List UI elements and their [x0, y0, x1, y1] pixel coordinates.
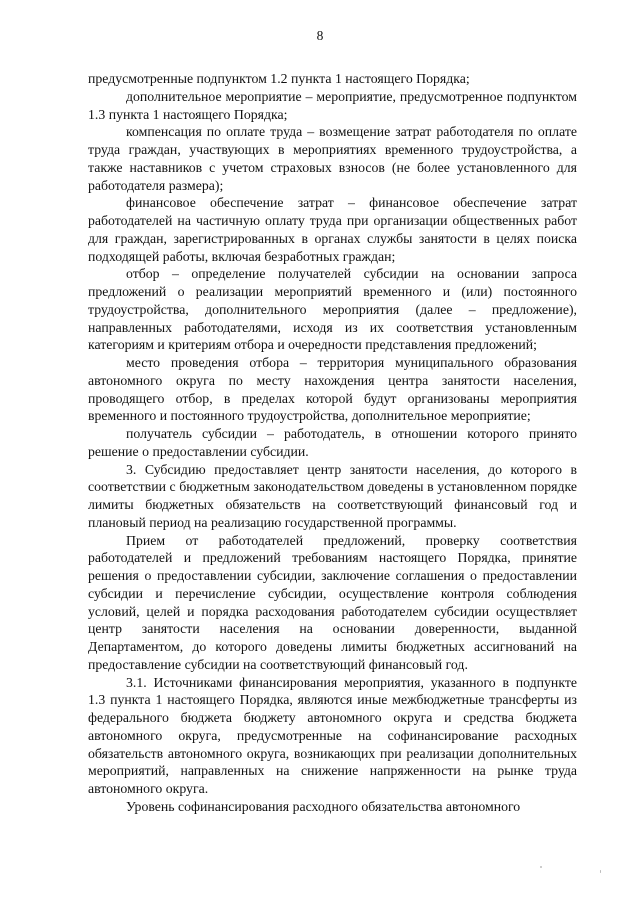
paragraph: финансовое обеспечение затрат – финансовое обеспечение затрат работодателей на частичную оплату труда при организации общественных работ для граждан, зарегистрированных в органах службы занятости в целях поиска подходящей работы, включая безработных граждан;	[88, 195, 577, 264]
document-body	[88, 70, 577, 816]
paragraph: предусмотренные подпунктом 1.2 пункта 1 настоящего Порядка;	[88, 71, 470, 86]
page-number: 8	[316, 28, 324, 43]
paragraph: компенсация по оплате труда – возмещение затрат работодателя по оплате труда граждан, участвующих в мероприятиях временного трудоустройства, а также наставников с учетом страховых взносов (не более установленного для работодателя размера);	[88, 124, 577, 193]
paragraph: место проведения отбора – территория муниципального образования автономного округа по месту нахождения центра занятости населения, проводящего отбор, в пределах которой будут организованы мероприятия временного и постоянного трудоустройства, дополнительное мероприятие;	[88, 355, 577, 424]
scan-speck	[540, 866, 542, 868]
paragraph: дополнительное мероприятие – мероприятие, предусмотренное подпунктом 1.3 пункта 1 настоящего Порядка;	[88, 88, 577, 122]
paragraph: получатель субсидии – работодатель, в отношении которого принято решение о предоставлении субсидии.	[88, 426, 577, 459]
paragraph: отбор – определение получателей субсидии на основании запроса предложений о реализации мероприятий временного и (или) постоянного трудоустройства, дополнительного мероприятия (далее – предложение), направленных работодателями, исходя из их соответствия установленным категориям и критериям отбора и очередности представления предложений;	[88, 266, 577, 353]
paragraph: 3. Субсидию предоставляет центр занятости населения, до которого в соответствии с бюджетным законодательством доведены в установленном порядке лимиты бюджетных обязательств на соответствующий финансовый год и плановый период на реализацию государственной программы.	[88, 461, 577, 530]
scan-speck	[600, 870, 601, 873]
paragraph: Уровень софинансирования расходного обязательства автономного	[126, 798, 521, 814]
paragraph: 3.1. Источниками финансирования мероприятия, указанного в подпункте 1.3 пункта 1 настоящего Порядка, являются иные межбюджетные трансферты из федерального бюджета бюджету автономного округа и средства бюджета автономного округа, предусмотренные на софинансирование расходных обязательств автономного округа, возникающих при реализации дополнительных мероприятий, направленных на снижение напряженности на рынке труда автономного округа.	[88, 674, 577, 796]
paragraph: Прием от работодателей предложений, проверку соответствия работодателей и предложений требованиям настоящего Порядка, принятие решения о предоставлении субсидии, заключение соглашения о предоставлении субсидии и перечисление субсидии, осуществление контроля соблюдения условий, целей и порядка расходования работодателем субсидии осуществляет центр занятости населения на основании доверенности, выданной Департаментом, до которого доведены лимиты бюджетных ассигнований на предоставление субсидии на соответствующий финансовый год.	[88, 532, 577, 672]
